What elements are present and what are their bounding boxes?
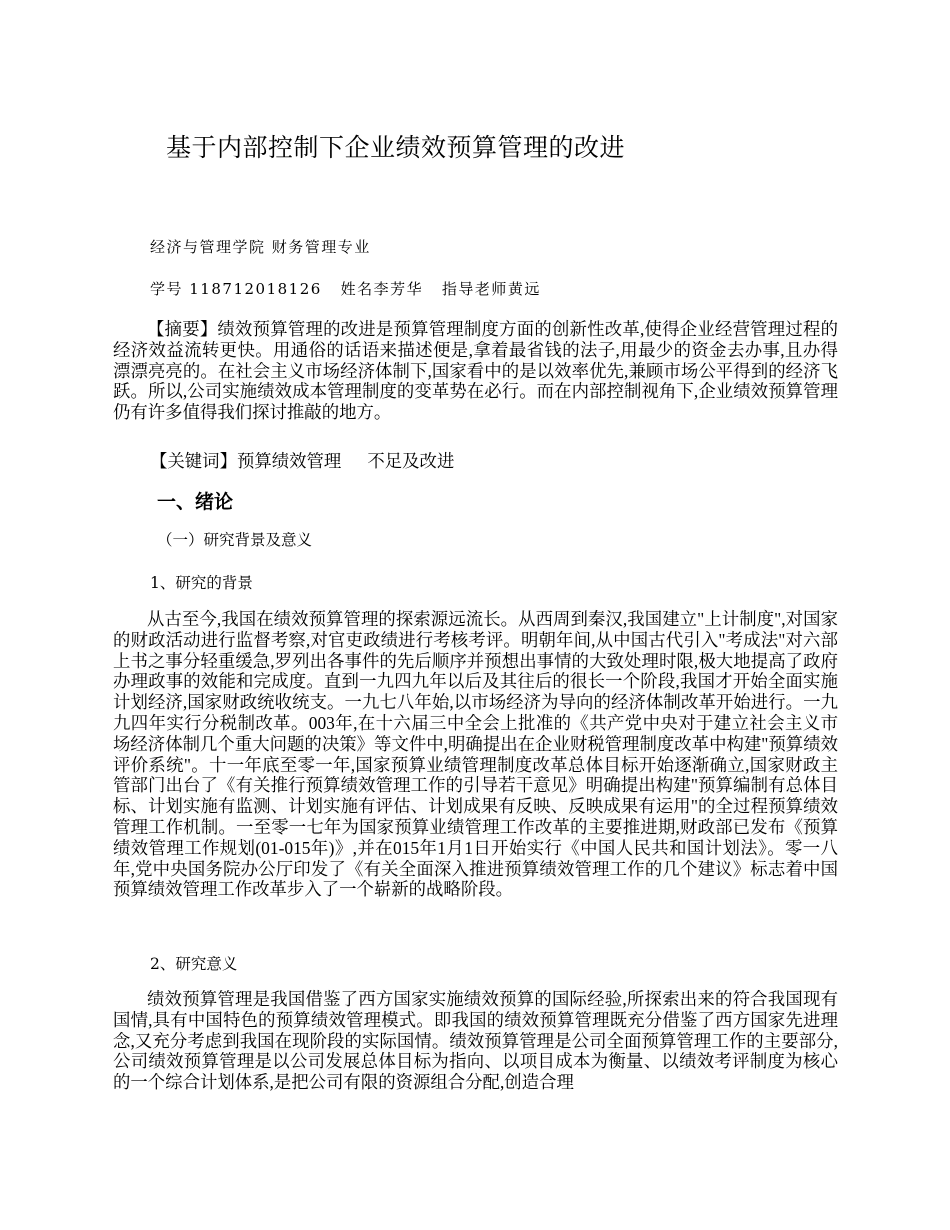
section-heading-introduction: 一、绪论 [157,491,234,513]
keywords-line: 【关键词】预算绩效管理 不足及改进 [150,451,455,471]
document-title: 基于内部控制下企业绩效预算管理的改进 [166,133,626,162]
student-info-line: 学号 118712018126 姓名李芳华 指导老师黄远 [150,280,541,298]
background-paragraph: 从古至今,我国在绩效预算管理的探索源远流长。从西周到秦汉,我国建立"上计制度",对国家的财政活动进行监督考察,对官吏政绩进行考核考评。明朝年间,从中国古代引入"考成法"对六部上书之事分轻重缓急,罗列出各事件的先后顺序并预想出事情的大致处理时限,极大地提高了政府办理政事的效能和完成度。直到一九四九年以后及其往后的很长一个阶段,我国才开始全面实施计划经济,国家财政统收统支。一九七八年始,以市场经济为导向的经济体制改革开始进行。一九九四年实行分税制改革。003年,在十六届三中全会上批准的《共产党中央对于建立社会主义市场经济体制几个重大问题的决策》等文件中,明确提出在企业财税管理制度改革中构建"预算绩效评价系统"。十一年底至零一年,国家预算业绩管理制度改革总体目标开始逐渐确立,国家财政主管部门出台了《有关推行预算绩效管理工作的引导若干意见》明确提出构建"预算编制有总体目标、计划实施有监测、计划实施有评估、计划成果有反映、反映成果有运用"的全过程预算绩效管理工作机制。一至零一七年为国家预算业绩管理工作改革的主要推进期,财政部已发布《预算绩效管理工作规划(01-015年)》,并在015年1月1日开始实行《中国人民共和国计划法》。零一八年,党中央国务院办公厅印发了《有关全面深入推进预算绩效管理工作的几个建议》标志着中国预算绩效管理工作改革步入了一个崭新的战略阶段。 [113,609,838,900]
affiliation-line: 经济与管理学院 财务管理专业 [150,238,371,256]
abstract-paragraph: 【摘要】绩效预算管理的改进是预算管理制度方面的创新性改革,使得企业经营管理过程的经济效益流转更快。用通俗的话语来描述便是,拿着最省钱的法子,用最少的资金去办事,且办得漂漂亮亮的。在社会主义市场经济体制下,国家看中的是以效率优先,兼顾市场公平得到的经济飞跃。所以,公司实施绩效成本管理制度的变革势在必行。而在内部控制视角下,企业绩效预算管理仍有许多值得我们探讨推敲的地方。 [113,319,838,423]
item-heading-research-background: 1、研究的背景 [150,574,253,592]
subsection-heading-background-significance: （一）研究背景及意义 [157,531,313,549]
significance-paragraph: 绩效预算管理是我国借鉴了西方国家实施绩效预算的国际经验,所探索出来的符合我国现有国情,具有中国特色的预算绩效管理模式。即我国的绩效预算管理既充分借鉴了西方国家先进理念,又充分考虑到我国在现阶段的实际国情。绩效预算管理是公司全面预算管理工作的主要部分,公司绩效预算管理是以公司发展总体目标为指向、以项目成本为衡量、以绩效考评制度为核心的一个综合计划体系,是把公司有限的资源组合分配,创造合理 [113,989,838,1093]
item-heading-research-significance: 2、研究意义 [150,955,238,973]
